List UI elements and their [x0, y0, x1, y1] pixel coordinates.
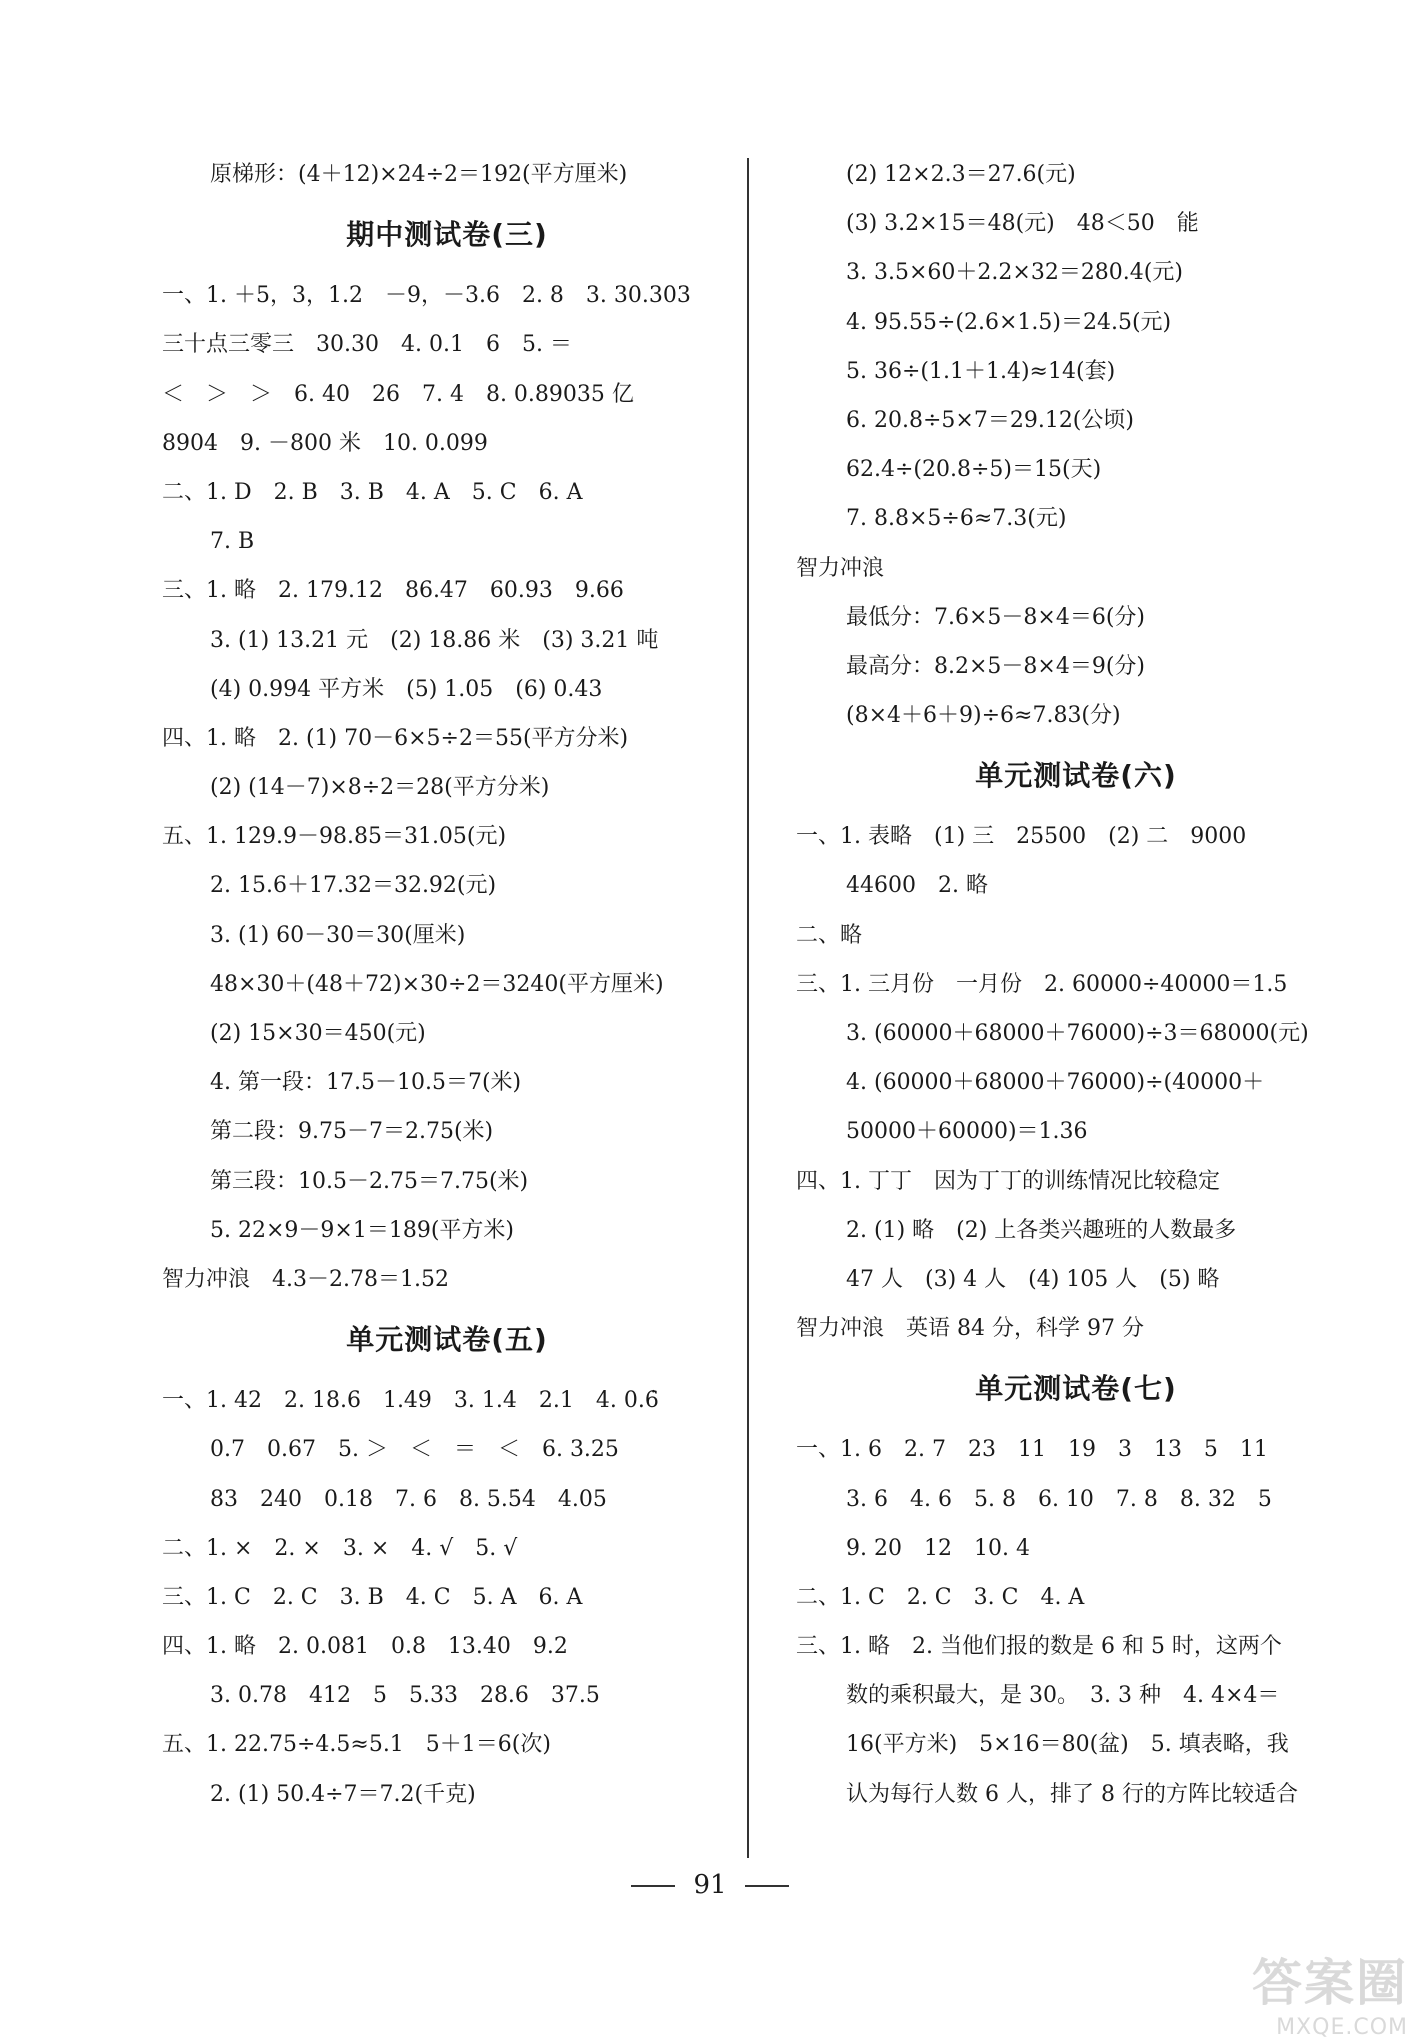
answer-line: 二、1. C 2. C 3. C 4. A [796, 1584, 1085, 1610]
section-heading: 单元测试卷(五) [346, 1323, 548, 1357]
answer-line: (4) 0.994 平方米 (5) 1.05 (6) 0.43 [210, 676, 603, 702]
answer-line: (3) 3.2×15＝48(元) 48＜50 能 [846, 211, 1199, 237]
answer-line: 48×30＋(48＋72)×30÷2＝3240(平方厘米) [210, 971, 664, 997]
section-heading: 单元测试卷(七) [975, 1372, 1177, 1406]
answer-line: 47 人 (3) 4 人 (4) 105 人 (5) 略 [846, 1266, 1220, 1292]
answer-line: 一、1. 42 2. 18.6 1.49 3. 1.4 2.1 4. 0.6̇ [162, 1388, 659, 1414]
column-divider [747, 158, 749, 1858]
answer-line: 3. 3.5×60＋2.2×32＝280.4(元) [846, 260, 1183, 286]
answer-line: 五、1. 22.75÷4.5≈5.1 5＋1＝6(次) [162, 1732, 551, 1758]
answer-line: 2. (1) 略 (2) 上各类兴趣班的人数最多 [846, 1217, 1237, 1243]
answer-line: 五、1. 129.9－98.85＝31.05(元) [162, 824, 507, 850]
page-number [0, 1870, 1420, 1900]
answer-line: 数的乘积最大，是 30。 3. 3 种 4. 4×4＝ [846, 1683, 1280, 1709]
answer-line: 三、1. 略 2. 179.12 86.47 60.93 9.66 [162, 578, 624, 604]
watermark-sub: MXQE.COM [1276, 2015, 1408, 2040]
answer-line: 7. 8.8×5÷6≈7.3(元) [846, 506, 1067, 532]
section-heading: 期中测试卷(三) [346, 218, 548, 252]
answer-line: (8×4＋6＋9)÷6≈7.83(分) [846, 703, 1121, 729]
answer-line: 4. 第一段：17.5－10.5＝7(米) [210, 1070, 522, 1096]
answer-line: 7. B [210, 529, 255, 555]
answer-line: 4. (60000＋68000＋76000)÷(40000＋ [846, 1070, 1265, 1096]
answer-line: 3. (1) 60－30＝30(厘米) [210, 922, 466, 948]
answer-line: (2) 12×2.3＝27.6(元) [846, 162, 1076, 187]
answer-line: 3. 0.78 412 5 5.33 28.6 37.5 [210, 1683, 600, 1709]
answer-line: 三、1. C 2. C 3. B 4. C 5. A 6. A [162, 1584, 583, 1610]
answer-line: 4. 95.55÷(2.6×1.5)＝24.5(元) [846, 309, 1172, 335]
answer-line: 2. 15.6＋17.32＝32.92(元) [210, 873, 497, 899]
answer-line: 第三段：10.5－2.75＝7.75(米) [210, 1168, 529, 1194]
answer-line: 二、1. D 2. B 3. B 4. A 5. C 6. A [162, 479, 583, 505]
right-column [796, 150, 1356, 1819]
answer-line: 3. (60000＋68000＋76000)÷3＝68000(元) [846, 1021, 1309, 1046]
answer-line: 8904 9. －800 米 10. 0.099 [162, 430, 488, 456]
section-heading: 单元测试卷(六) [975, 759, 1177, 793]
answer-line: 62.4÷(20.8÷5)＝15(天) [846, 457, 1102, 483]
answer-line: 9. 20 12 10. 4 [846, 1535, 1030, 1561]
answer-line: 3. 6 4. 6 5. 8 6. 10 7. 8 8. 32 5 [846, 1486, 1272, 1512]
answer-line: 16(平方米) 5×16＝80(盆) 5. 填表略，我 [846, 1732, 1289, 1758]
answer-line: 2. (1) 50.4÷7＝7.2(千克) [210, 1781, 476, 1807]
answer-line: 智力冲浪 英语 84 分，科学 97 分 [796, 1316, 1144, 1342]
watermark-logo [1198, 1943, 1408, 2040]
answer-line: ＜ ＞ ＞ 6. 40 26 7. 4 8. 0.89035 亿 [162, 381, 634, 407]
answer-line: 三、1. 三月份 一月份 2. 60000÷40000＝1.5 [796, 971, 1288, 997]
watermark-main: 答案圈 [1252, 1954, 1408, 2012]
answer-line: 四、1. 略 2. (1) 70－6×5÷2＝55(平方分米) [162, 725, 629, 751]
answer-line: 5. 22×9－9×1＝189(平方米) [210, 1217, 514, 1243]
answer-line: 认为每行人数 6 人，排了 8 行的方阵比较适合 [846, 1781, 1298, 1807]
answer-line: 最低分：7.6×5－8×4＝6(分) [846, 604, 1146, 630]
answer-line: 智力冲浪 4.3－2.78＝1.52 [162, 1266, 449, 1292]
answer-line: 智力冲浪 [796, 555, 885, 581]
answer-line: 三十点三零三 30.30 4. 0.1 6 5. ＝ [162, 332, 572, 358]
answer-line: 一、1. ＋5，3，1.2 －9，－3.6 2. 8 3. 30.303 [162, 283, 691, 309]
page-number-dash-left [631, 1885, 675, 1887]
answer-line: 44600 2. 略 [846, 873, 988, 899]
page-number-value: 91 [693, 1870, 727, 1900]
answer-line: 83 240 0.18 7. 6 8. 5.5̇4̇ 4.05 [210, 1486, 607, 1512]
page-number-dash-right [745, 1885, 789, 1887]
answer-line: 三、1. 略 2. 当他们报的数是 6 和 5 时，这两个 [796, 1634, 1282, 1660]
answer-line: 原梯形：(4＋12)×24÷2＝192(平方厘米) [210, 162, 628, 187]
answer-line: 一、1. 6 2. 7 23 11 19 3 13 5 11 [796, 1437, 1268, 1463]
answer-line: 0.7 0.67 5. ＞ ＜ ＝ ＜ 6. 3.25 [210, 1437, 619, 1463]
answer-line: (2) 15×30＝450(元) [210, 1021, 426, 1046]
answer-line: 四、1. 略 2. 0.081 0.8 13.40 9.2 [162, 1634, 568, 1660]
answer-line: (2) (14－7)×8÷2＝28(平方分米) [210, 775, 550, 801]
answer-line: 一、1. 表略 (1) 三 25500 (2) 二 9000 [796, 824, 1247, 850]
left-column [162, 150, 732, 1819]
answer-line: 6. 20.8÷5×7＝29.12(公顷) [846, 407, 1134, 433]
answer-line: 5. 36÷(1.1＋1.4)≈14(套) [846, 358, 1116, 384]
answer-line: 50000＋60000)＝1.36 [846, 1119, 1088, 1145]
answer-line: 二、1. × 2. × 3. × 4. √ 5. √ [162, 1535, 518, 1561]
answer-line: 最高分：8.2×5－8×4＝9(分) [846, 653, 1146, 679]
answer-line: 四、1. 丁丁 因为丁丁的训练情况比较稳定 [796, 1168, 1220, 1194]
answer-line: 3. (1) 13.21 元 (2) 18.86 米 (3) 3.21 吨 [210, 627, 659, 653]
answer-line: 第二段：9.75－7＝2.75(米) [210, 1119, 494, 1145]
answer-line: 二、略 [796, 922, 863, 948]
